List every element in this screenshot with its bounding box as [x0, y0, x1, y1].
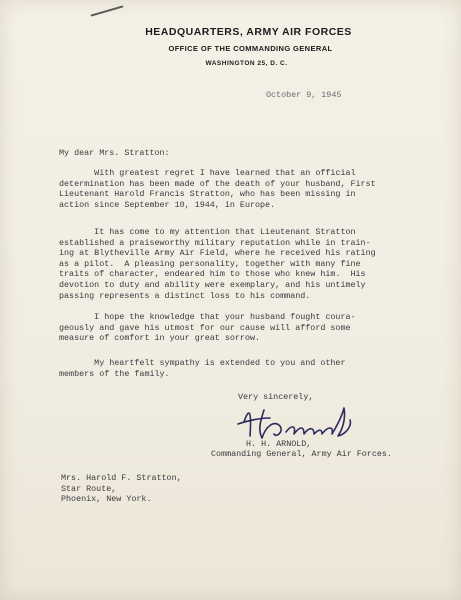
letterhead-org: HEADQUARTERS, ARMY AIR FORCES: [145, 26, 352, 38]
letterhead-city: WASHINGTON 25, D. C.: [205, 60, 288, 67]
salutation: My dear Mrs. Stratton:: [59, 148, 170, 158]
paragraph-3: I hope the knowledge that your husband fought coura- geously and gave his utmost for our cause will afford some measure of comfort in your great sorrow.: [59, 312, 356, 344]
signer-name: H. H. ARNOLD,: [246, 439, 312, 449]
signer-title: Commanding General, Army Air Forces.: [211, 449, 392, 459]
recipient-address: Mrs. Harold F. Stratton, Star Route, Phoenix, New York.: [61, 473, 182, 505]
pencil-mark: [90, 5, 123, 16]
letter-date: October 9, 1945: [266, 90, 342, 100]
paragraph-2: It has come to my attention that Lieutenant Stratton established a praiseworthy military reputation while in train- ing at Blytheville Army Air Field, where he received his rating as a pilot. A pleasing personality, together with many fine traits of character, endeared him to those who knew him. His devotion to duty and ability were exemplary, and his untimely passing represents a distinct loss to his command.: [59, 227, 376, 301]
paragraph-4: My heartfelt sympathy is extended to you and other members of the family.: [59, 358, 346, 379]
paragraph-1: With greatest regret I have learned that an official determination has been made of the death of your husband, First Lieutenant Harold Francis Stratton, who has been missing in action since September 10, 1944, in Europe.: [59, 168, 376, 210]
letterhead-office: OFFICE OF THE COMMANDING GENERAL: [168, 44, 333, 53]
closing: Very sincerely,: [238, 392, 314, 402]
